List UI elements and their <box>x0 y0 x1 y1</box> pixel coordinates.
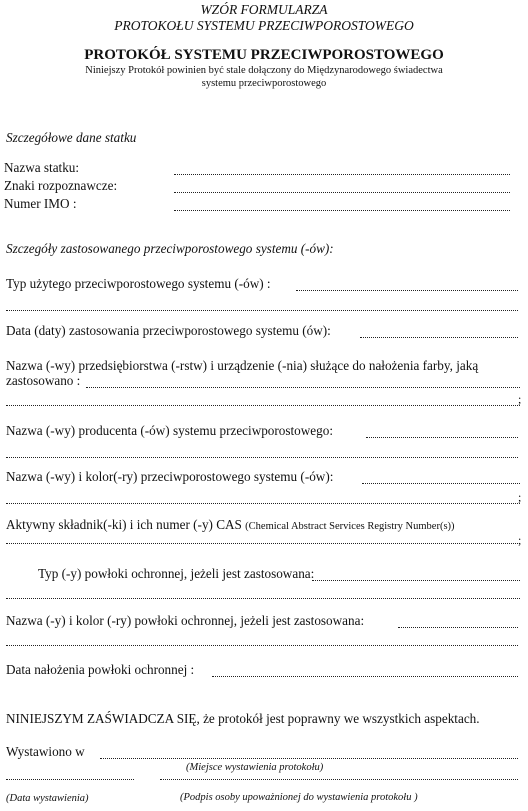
system-type-field[interactable] <box>296 290 518 291</box>
ship-name-field[interactable] <box>174 174 510 175</box>
applicator-field[interactable] <box>86 387 520 388</box>
certification-statement <box>6 711 480 727</box>
system-date-label: Data (daty) zastosowania przeciwporostowego systemu (ów): <box>6 323 331 338</box>
issue-place-field[interactable] <box>100 758 518 759</box>
ship-signs-field[interactable] <box>174 192 510 193</box>
semicolon-mark: ; <box>518 490 522 504</box>
system-type-label: Typ użytego przeciwporostowego systemu (-ów) : <box>6 276 271 291</box>
ship-imo-label: Numer IMO : <box>4 196 77 211</box>
applicator-label-cont: zastosowano : <box>6 373 81 388</box>
coating-type-field-line2[interactable] <box>6 598 520 599</box>
coating-date-field[interactable] <box>212 676 518 677</box>
ship-section-heading: Szczegółowe dane statku <box>6 130 137 145</box>
protocol-title: PROTOKÓŁ SYSTEMU PRZECIWPOROSTOWEGO <box>84 47 444 63</box>
cas-explanation: (Chemical Abstract Services Registry Number(s)) <box>245 521 455 532</box>
semicolon-mark: ; <box>518 533 522 547</box>
system-color-field-line2[interactable] <box>6 503 520 504</box>
ship-name-label: Nazwa statku: <box>4 160 80 175</box>
system-section-heading: Szczegóły zastosowanego przeciwporostowego systemu (-ów): <box>6 241 334 256</box>
form-template-subtitle: PROTOKOŁU SYSTEMU PRZECIWPOROSTOWEGO <box>114 18 414 33</box>
coating-type-label: Typ (-y) powłoki ochronnej, jeżeli jest zastosowana: <box>38 566 315 581</box>
system-date-field[interactable] <box>360 337 518 338</box>
system-color-field[interactable] <box>362 483 520 484</box>
issue-date-field[interactable] <box>6 779 134 780</box>
issued-at-label: Wystawiono w <box>6 744 85 759</box>
certification-strong: NINIEJSZYM ZAŚWIADCZA SIĘ, <box>6 711 200 726</box>
coating-type-field[interactable] <box>312 580 520 581</box>
coating-color-field[interactable] <box>398 627 518 628</box>
protocol-note-line1: Niniejszy Protokół powinien być stale dołączony do Międzynarodowego świadectwa <box>85 65 443 76</box>
protocol-note-line2: systemu przeciwporostowego <box>201 78 327 89</box>
issue-date-caption: (Data wystawienia) <box>6 793 89 804</box>
issue-place-caption: (Miejsce wystawienia protokołu) <box>186 762 324 773</box>
form-template-title: WZÓR FORMULARZA <box>200 2 328 17</box>
active-ingredient-label <box>6 517 455 533</box>
ship-imo-field[interactable] <box>174 210 510 211</box>
producer-label: Nazwa (-wy) producenta (-ów) systemu przeciwporostowego: <box>6 423 334 438</box>
semicolon-mark: ; <box>518 392 522 406</box>
ship-signs-label: Znaki rozpoznawcze: <box>4 178 118 193</box>
producer-field-line2[interactable] <box>6 457 518 458</box>
signature-field[interactable] <box>160 779 518 780</box>
system-color-label: Nazwa (-wy) i kolor(-ry) przeciwporostowego systemu (-ów): <box>6 469 334 484</box>
certification-rest: że protokół jest poprawny we wszystkich aspektach. <box>199 711 480 726</box>
applicator-field-line2[interactable] <box>6 405 520 406</box>
active-ingredient-main: Aktywny składnik(-ki) i ich numer (-y) CAS <box>6 517 242 532</box>
coating-color-field-line2[interactable] <box>6 645 518 646</box>
system-type-field-line2[interactable] <box>6 310 518 311</box>
producer-field[interactable] <box>366 437 518 438</box>
active-ingredient-field[interactable] <box>6 543 520 544</box>
coating-color-label: Nazwa (-y) i kolor (-ry) powłoki ochronnej, jeżeli jest zastosowana: <box>6 613 365 628</box>
signature-caption: (Podpis osoby upoważnionej do wystawienia protokołu ) <box>180 792 418 803</box>
applicator-label: Nazwa (-wy) przedsiębiorstwa (-rstw) i urządzenie (-nia) służące do nałożenia farby, jaką <box>6 358 479 373</box>
coating-date-label: Data nałożenia powłoki ochronnej : <box>6 662 195 677</box>
